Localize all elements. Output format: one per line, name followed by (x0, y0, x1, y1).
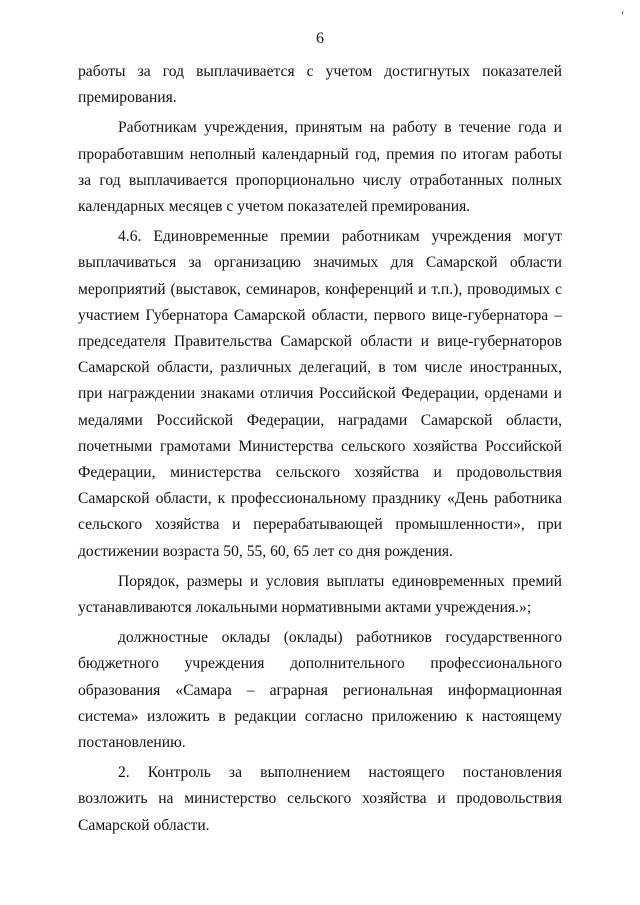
page-number: 6 (316, 30, 324, 47)
paragraph-2: Работникам учреждения, принятым на работу в течение года и проработавшим неполный календарный год, премия по итогам работы за год выплачивается пропорционально числу отработанных полных календарных месяцев с учетом показателей премирования. (78, 119, 562, 216)
paragraph-5: должностные оклады (оклады) работников государственного бюджетного учреждения дополнительного профессионального образования «Самара – аграрная региональная информационная система» изложить в редакции согласно приложению к настоящему постановлению. (78, 629, 562, 752)
paragraph-3: 4.6. Единовременные премии работникам учреждения могут выплачиваться за организацию значимых для Самарской области мероприятий (выставок, семинаров, конференций и т.п.), проводимых с участием Губернатора Самарской области, первого вице-губернатора – председателя Правительства Самарской области и вице-губернаторов Самарской области, различных делегаций, в том числе иностранных, при награждении знаками отличия Российской Федерации, орденами и медалями Российской Федерации, наградами Самарской области, почетными грамотами Министерства сельского хозяйства Российской Федерации, министерства сельского хозяйства и продовольствия Самарской области, к профессиональному празднику «День работника сельского хозяйства и перерабатывающей промышленности», при достижении возраста 50, 55, 60, 65 лет со дня рождения. (78, 228, 562, 560)
paragraph-1: работы за год выплачивается с учетом достигнутых показателей премирования. (78, 63, 562, 107)
document-body (78, 59, 562, 839)
paragraph-4: Порядок, размеры и условия выплаты единовременных премий устанавливаются локальными нормативными актами учреждения.»; (78, 572, 562, 617)
corner-mark: ′ (621, 8, 624, 22)
paragraph-6: 2. Контроль за выполнением настоящего постановления возложить на министерство сельского хозяйства и продовольствия Самарской области. (78, 764, 562, 834)
